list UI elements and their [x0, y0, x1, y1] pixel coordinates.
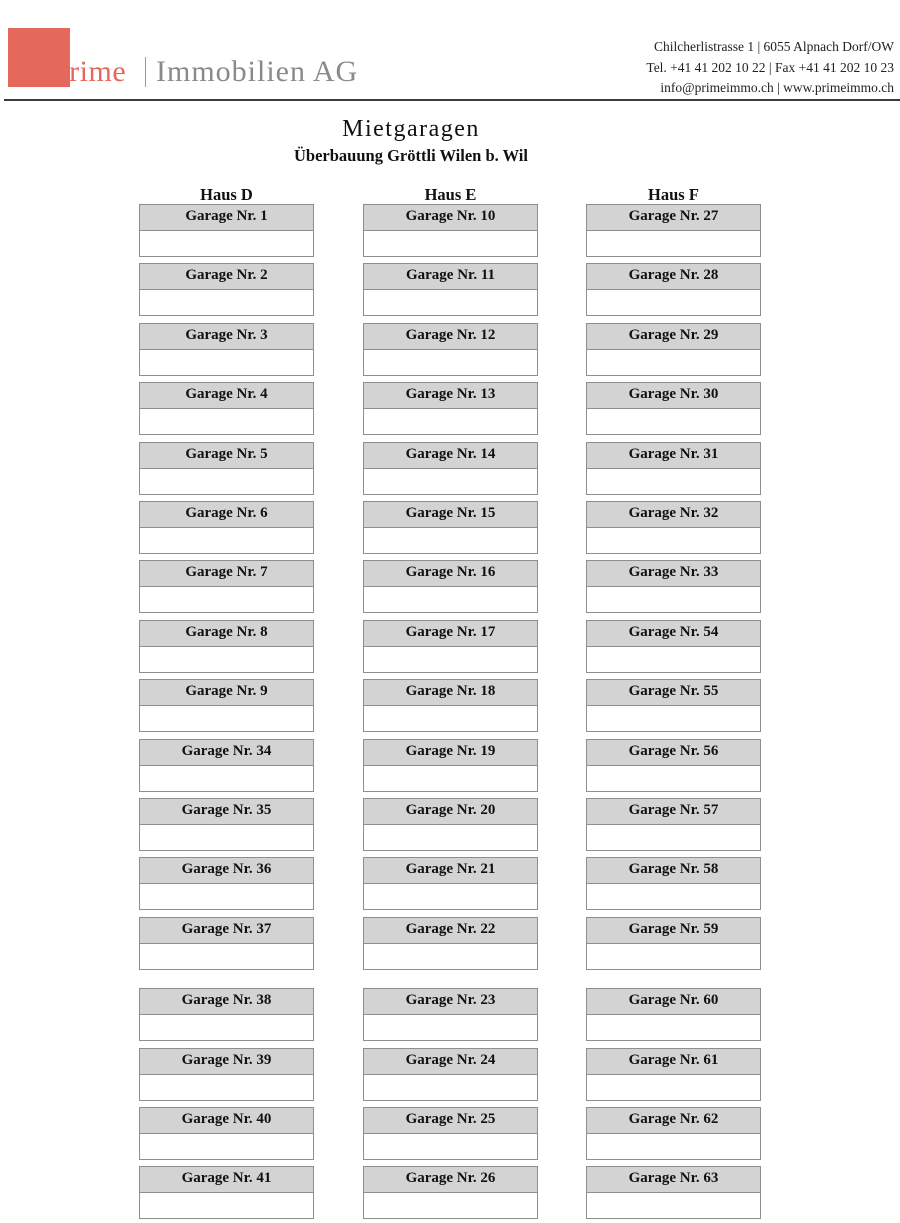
garage-slot: [586, 263, 761, 316]
garage-slot: [139, 204, 314, 257]
garage-label: Garage Nr. 33: [587, 561, 760, 587]
house-heading: Haus E: [424, 185, 477, 204]
garage-slot: [363, 442, 538, 495]
garage-label: Garage Nr. 35: [140, 799, 313, 825]
garage-label: Garage Nr. 41: [140, 1167, 313, 1193]
garage-label: Garage Nr. 30: [587, 383, 760, 409]
garage-tenant-field: [364, 825, 537, 850]
garage-tenant-field: [140, 1075, 313, 1100]
garage-tenant-field: [364, 469, 537, 494]
garage-tenant-field: [140, 528, 313, 553]
garage-slot: [363, 501, 538, 554]
garage-slot: [139, 917, 314, 970]
garage-tenant-field: [587, 944, 760, 969]
garage-tenant-field: [364, 766, 537, 791]
garage-slot: [586, 1107, 761, 1160]
garage-label: Garage Nr. 36: [140, 858, 313, 884]
garage-tenant-field: [140, 290, 313, 315]
garage-label: Garage Nr. 62: [587, 1108, 760, 1134]
house-column-f: [586, 184, 761, 1186]
garage-label: Garage Nr. 17: [364, 621, 537, 647]
garage-slot: [139, 560, 314, 613]
garage-slot: [586, 442, 761, 495]
garage-tenant-field: [364, 528, 537, 553]
house-column-d: [139, 184, 314, 1186]
garage-tenant-field: [587, 469, 760, 494]
garage-tenant-field: [364, 290, 537, 315]
garage-tenant-field: [587, 1193, 760, 1218]
garage-label: Garage Nr. 23: [364, 989, 537, 1015]
garage-tenant-field: [587, 884, 760, 909]
page-subtitle: Überbauung Gröttli Wilen b. Wil: [294, 146, 528, 165]
garage-label: Garage Nr. 25: [364, 1108, 537, 1134]
garage-slot: [363, 1166, 538, 1219]
garage-slot: [139, 263, 314, 316]
garage-label: Garage Nr. 55: [587, 680, 760, 706]
garage-slot: [139, 798, 314, 851]
garage-slot: [139, 323, 314, 376]
garage-tenant-field: [140, 706, 313, 731]
garage-tenant-field: [587, 1134, 760, 1159]
contact-block: [646, 37, 894, 99]
garage-tenant-field: [587, 231, 760, 256]
garage-label: Garage Nr. 15: [364, 502, 537, 528]
garage-slot: [363, 1048, 538, 1101]
garage-label: Garage Nr. 13: [364, 383, 537, 409]
garage-tenant-field: [364, 409, 537, 434]
garage-slot: [586, 620, 761, 673]
garage-slot: [586, 739, 761, 792]
garage-tenant-field: [587, 409, 760, 434]
garage-tenant-field: [140, 766, 313, 791]
garage-label: Garage Nr. 2: [140, 264, 313, 290]
garage-slot: [363, 560, 538, 613]
garage-label: Garage Nr. 11: [364, 264, 537, 290]
garage-label: Garage Nr. 4: [140, 383, 313, 409]
garage-tenant-field: [587, 706, 760, 731]
logo-brand-company: Immobilien AG: [156, 55, 359, 88]
garage-label: Garage Nr. 60: [587, 989, 760, 1015]
garage-label: Garage Nr. 3: [140, 324, 313, 350]
garage-label: Garage Nr. 6: [140, 502, 313, 528]
garage-slot: [586, 917, 761, 970]
garage-slot: [586, 1166, 761, 1219]
garage-tenant-field: [587, 290, 760, 315]
garage-tenant-field: [140, 469, 313, 494]
garage-label: Garage Nr. 22: [364, 918, 537, 944]
garage-label: Garage Nr. 20: [364, 799, 537, 825]
garage-label: Garage Nr. 16: [364, 561, 537, 587]
garage-label: Garage Nr. 1: [140, 205, 313, 231]
garage-slot: [363, 988, 538, 1041]
garage-label: Garage Nr. 27: [587, 205, 760, 231]
garage-slot: [586, 204, 761, 257]
garage-tenant-field: [140, 1015, 313, 1040]
garage-label: Garage Nr. 7: [140, 561, 313, 587]
garage-label: Garage Nr. 10: [364, 205, 537, 231]
garage-label: Garage Nr. 14: [364, 443, 537, 469]
garage-slot: [363, 679, 538, 732]
garage-slot: [363, 204, 538, 257]
garage-slot: [363, 620, 538, 673]
garage-slot: [363, 917, 538, 970]
garage-label: Garage Nr. 28: [587, 264, 760, 290]
page-title: Mietgaragen: [342, 116, 480, 142]
logo-brand-prime: Prime: [52, 55, 127, 88]
garage-label: Garage Nr. 57: [587, 799, 760, 825]
garage-tenant-field: [587, 647, 760, 672]
garage-slot: [139, 620, 314, 673]
contact-phone: Tel. +41 41 202 10 22 | Fax +41 41 202 10 23: [646, 59, 894, 75]
garage-tenant-field: [140, 587, 313, 612]
garage-label: Garage Nr. 19: [364, 740, 537, 766]
garage-label: Garage Nr. 29: [587, 324, 760, 350]
garage-tenant-field: [140, 409, 313, 434]
garage-slot: [139, 382, 314, 435]
garage-label: Garage Nr. 58: [587, 858, 760, 884]
garage-label: Garage Nr. 12: [364, 324, 537, 350]
garage-slot: [139, 739, 314, 792]
garage-label: Garage Nr. 39: [140, 1049, 313, 1075]
garage-label: Garage Nr. 21: [364, 858, 537, 884]
garage-slot: [586, 382, 761, 435]
garage-label: Garage Nr. 24: [364, 1049, 537, 1075]
garage-tenant-field: [587, 528, 760, 553]
house-heading: Haus D: [200, 185, 253, 204]
garage-slot: [139, 1107, 314, 1160]
logo-divider: [145, 57, 146, 87]
garage-tenant-field: [364, 647, 537, 672]
garage-slot: [139, 442, 314, 495]
garage-tenant-field: [364, 706, 537, 731]
garage-slot: [363, 323, 538, 376]
garage-tenant-field: [140, 884, 313, 909]
garage-tenant-field: [364, 231, 537, 256]
garage-label: Garage Nr. 59: [587, 918, 760, 944]
garage-label: Garage Nr. 31: [587, 443, 760, 469]
garage-slot: [586, 323, 761, 376]
garage-tenant-field: [140, 1193, 313, 1218]
garage-tenant-field: [587, 766, 760, 791]
garage-slot: [586, 988, 761, 1041]
house-column-e: [363, 184, 538, 1186]
header-rule: [4, 99, 900, 101]
garage-tenant-field: [140, 1134, 313, 1159]
garage-label: Garage Nr. 37: [140, 918, 313, 944]
garage-slot: [586, 679, 761, 732]
garage-label: Garage Nr. 38: [140, 989, 313, 1015]
garage-slot: [139, 1166, 314, 1219]
garage-slot: [363, 739, 538, 792]
house-heading: Haus F: [648, 185, 699, 204]
garage-tenant-field: [364, 1193, 537, 1218]
garage-slot: [363, 382, 538, 435]
garage-slot: [139, 988, 314, 1041]
garage-slot: [586, 857, 761, 910]
garage-slot: [586, 501, 761, 554]
garage-label: Garage Nr. 18: [364, 680, 537, 706]
garage-tenant-field: [587, 1075, 760, 1100]
garage-label: Garage Nr. 54: [587, 621, 760, 647]
garage-label: Garage Nr. 61: [587, 1049, 760, 1075]
garage-tenant-field: [587, 587, 760, 612]
garage-tenant-field: [587, 350, 760, 375]
garage-slot: [363, 263, 538, 316]
garage-slot: [586, 798, 761, 851]
garage-label: Garage Nr. 63: [587, 1167, 760, 1193]
garage-slot: [586, 560, 761, 613]
garage-slot: [139, 1048, 314, 1101]
garage-tenant-field: [364, 884, 537, 909]
garage-label: Garage Nr. 40: [140, 1108, 313, 1134]
garage-slot: [363, 857, 538, 910]
garage-label: Garage Nr. 9: [140, 680, 313, 706]
garage-tenant-field: [140, 350, 313, 375]
garage-tenant-field: [364, 944, 537, 969]
garage-label: Garage Nr. 32: [587, 502, 760, 528]
garage-tenant-field: [587, 825, 760, 850]
garage-tenant-field: [364, 1075, 537, 1100]
garage-tenant-field: [140, 647, 313, 672]
garage-label: Garage Nr. 5: [140, 443, 313, 469]
garage-label: Garage Nr. 56: [587, 740, 760, 766]
garage-label: Garage Nr. 34: [140, 740, 313, 766]
garage-tenant-field: [364, 1134, 537, 1159]
garage-slot: [363, 1107, 538, 1160]
garage-slot: [363, 798, 538, 851]
garage-tenant-field: [140, 825, 313, 850]
contact-address: Chilcherlistrasse 1 | 6055 Alpnach Dorf/OW: [653, 39, 894, 54]
garage-slot: [139, 679, 314, 732]
garage-tenant-field: [140, 231, 313, 256]
contact-web: info@primeimmo.ch | www.primeimmo.ch: [660, 80, 894, 95]
garage-label: Garage Nr. 8: [140, 621, 313, 647]
garage-slot: [139, 857, 314, 910]
garage-tenant-field: [587, 1015, 760, 1040]
garage-slot: [586, 1048, 761, 1101]
garage-slot: [139, 501, 314, 554]
garage-tenant-field: [364, 587, 537, 612]
garage-label: Garage Nr. 26: [364, 1167, 537, 1193]
garage-tenant-field: [364, 1015, 537, 1040]
garage-tenant-field: [364, 350, 537, 375]
garage-tenant-field: [140, 944, 313, 969]
